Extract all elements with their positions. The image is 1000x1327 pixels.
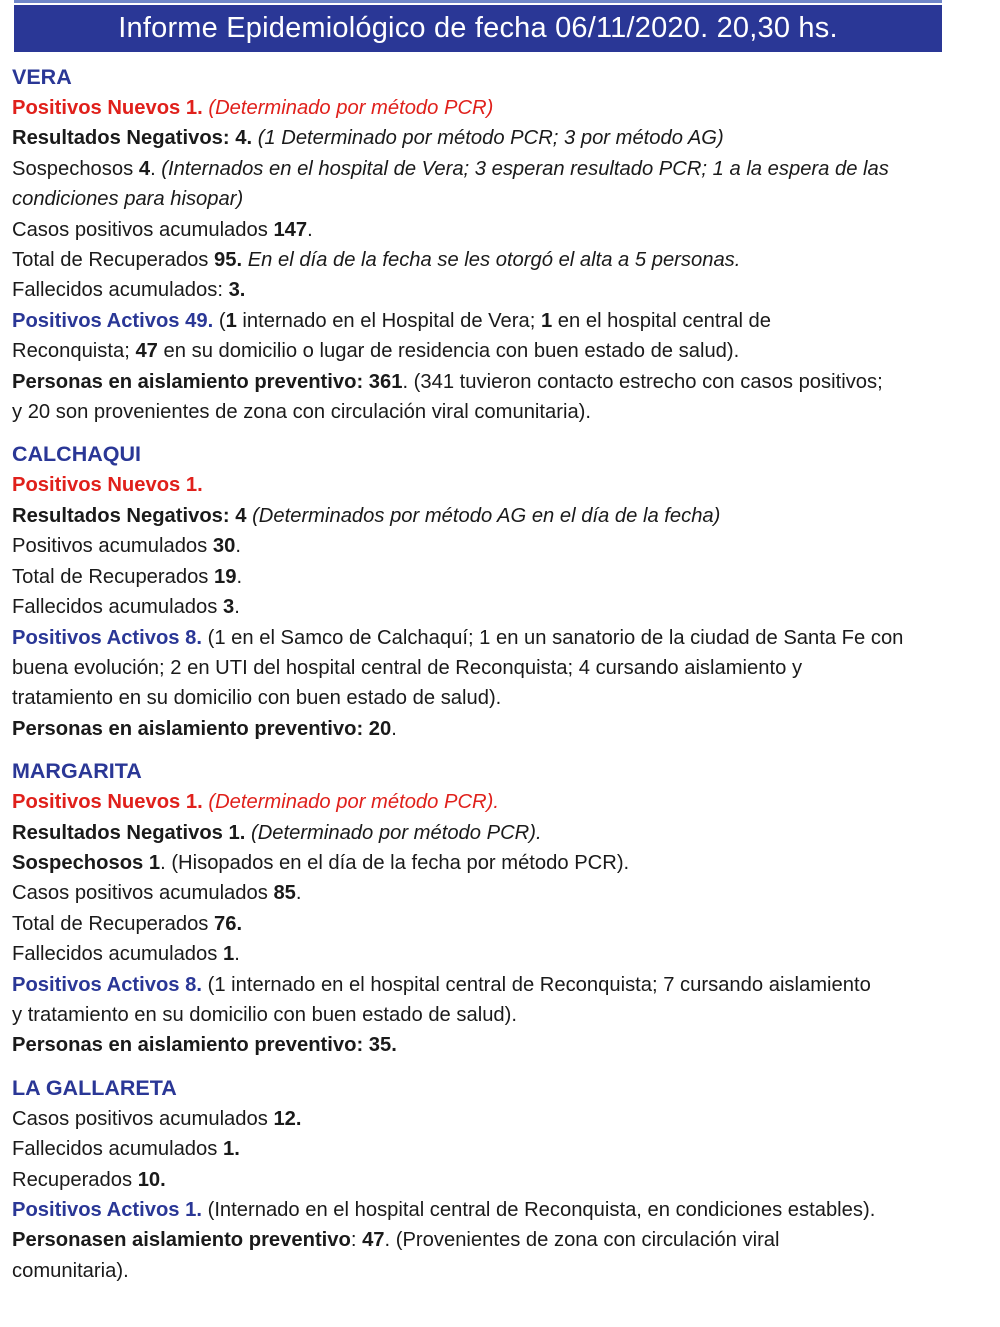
text-segment: 3. bbox=[228, 279, 246, 302]
text-segment: Positivos Nuevos 1. bbox=[12, 791, 209, 814]
text-segment: . bbox=[295, 882, 302, 905]
text-segment: 1 bbox=[225, 309, 237, 332]
text-segment: 30 bbox=[212, 535, 236, 558]
text-segment: . bbox=[391, 717, 397, 740]
text-segment: y tratamiento en su domicilio con buen estado de salud). bbox=[12, 1003, 517, 1026]
report-line bbox=[12, 1030, 982, 1060]
text-segment: : bbox=[350, 1229, 363, 1252]
report-line bbox=[12, 245, 982, 275]
report-line bbox=[12, 818, 982, 848]
report-line bbox=[12, 215, 982, 245]
section-la-gallareta bbox=[12, 1073, 982, 1286]
text-segment: 1. bbox=[222, 1138, 240, 1161]
section-calchaqui bbox=[12, 439, 982, 744]
text-segment: Resultados Negativos: 4. bbox=[12, 127, 258, 150]
report-line bbox=[12, 1256, 982, 1286]
text-segment: (1 en el Samco de Calchaquí; 1 en un sanatorio de la ciudad de Santa Fe con bbox=[201, 626, 904, 649]
report-line bbox=[12, 154, 982, 184]
report-line bbox=[12, 878, 982, 908]
text-segment: Casos positivos acumulados bbox=[12, 218, 274, 241]
text-segment: Positivos acumulados bbox=[12, 535, 213, 558]
text-segment: condiciones para hisopar) bbox=[12, 188, 244, 211]
text-segment: . bbox=[307, 218, 313, 241]
text-segment: Personas en aislamiento preventivo: 35. bbox=[12, 1034, 397, 1057]
text-segment: Positivos Activos 8. bbox=[12, 973, 202, 996]
text-segment: Personas en aislamiento preventivo: 361 bbox=[12, 370, 403, 393]
text-segment: (Determinado por método PCR) bbox=[208, 97, 494, 119]
text-segment: 1 bbox=[222, 943, 235, 966]
report-line bbox=[12, 939, 982, 969]
text-segment: . bbox=[234, 596, 240, 619]
text-segment: Positivos Nuevos 1. bbox=[12, 97, 209, 119]
text-segment: Fallecidos acumulados: bbox=[12, 279, 229, 302]
report-line bbox=[12, 367, 982, 397]
text-segment: Sospechosos bbox=[12, 157, 139, 180]
text-segment: Positivos Activos 49. bbox=[12, 309, 214, 332]
report-line bbox=[12, 653, 982, 683]
text-segment: 1 bbox=[540, 309, 553, 332]
text-segment: buena evolución; 2 en UTI del hospital central de Reconquista; 4 cursando aislamiento y bbox=[12, 656, 803, 679]
report-line bbox=[12, 531, 982, 561]
report-line bbox=[12, 275, 982, 305]
text-segment: . bbox=[236, 565, 243, 588]
text-segment: (Determinados por método AG en el día de la fecha) bbox=[252, 504, 721, 527]
text-segment: Fallecidos acumulados bbox=[12, 1138, 223, 1161]
report-line bbox=[12, 470, 982, 500]
text-segment: Sospechosos 1 bbox=[12, 851, 161, 874]
report-line bbox=[12, 909, 982, 939]
text-segment: Personas en aislamiento preventivo: 20 bbox=[12, 717, 392, 740]
text-segment: y 20 son provenientes de zona con circulación viral comunitaria). bbox=[12, 401, 592, 424]
text-segment: 4 bbox=[138, 157, 151, 180]
section-heading: MARGARITA bbox=[12, 759, 142, 784]
report-line bbox=[12, 501, 982, 531]
report-line bbox=[12, 714, 982, 744]
report-line bbox=[12, 397, 982, 427]
text-segment: Fallecidos acumulados bbox=[12, 596, 223, 619]
report-line bbox=[12, 1134, 982, 1164]
report-line bbox=[12, 1225, 982, 1255]
report-line bbox=[12, 93, 982, 123]
text-segment: Resultados Negativos: 4 bbox=[12, 504, 247, 527]
text-segment: . (Provenientes de zona con circulación viral bbox=[384, 1229, 780, 1252]
report-line bbox=[12, 970, 982, 1000]
text-segment: (1 Determinado por método PCR; 3 por método AG) bbox=[257, 127, 724, 150]
text-segment: . (Hisopados en el día de la fecha por método PCR). bbox=[160, 851, 630, 874]
text-segment: (Determinado por método PCR). bbox=[208, 791, 499, 814]
report-body bbox=[12, 62, 982, 1286]
text-segment: 85 bbox=[273, 882, 296, 905]
text-segment: Casos positivos acumulados bbox=[12, 882, 274, 905]
text-segment: (Internados en el hospital de Vera; 3 esperan resultado PCR; 1 a la espera de las bbox=[161, 157, 889, 180]
text-segment: Recuperados bbox=[12, 1168, 138, 1191]
report-line bbox=[12, 848, 982, 878]
report-line bbox=[12, 184, 982, 214]
text-segment: Positivos Activos 1. bbox=[12, 1199, 202, 1221]
report-line bbox=[12, 787, 982, 817]
text-segment: Fallecidos acumulados bbox=[12, 943, 223, 966]
report-line bbox=[12, 623, 982, 653]
report-line bbox=[12, 1104, 982, 1134]
text-segment: (Determinado por método PCR). bbox=[250, 821, 542, 844]
text-segment: Personasen aislamiento preventivo bbox=[12, 1229, 351, 1252]
text-segment: internado en el Hospital de Vera; bbox=[236, 309, 541, 332]
report-line bbox=[12, 562, 982, 592]
report-line bbox=[12, 592, 982, 622]
report-banner bbox=[14, 0, 942, 55]
text-segment: 10. bbox=[137, 1168, 166, 1191]
report-line bbox=[12, 336, 982, 366]
report-line bbox=[12, 306, 982, 336]
text-segment: Total de Recuperados bbox=[12, 912, 215, 935]
text-segment: . (341 tuvieron contacto estrecho con casos positivos; bbox=[402, 370, 883, 393]
report-line bbox=[12, 1165, 982, 1195]
text-segment: tratamiento en su domicilio con buen estado de salud). bbox=[12, 687, 502, 710]
text-segment: En el día de la fecha se les otorgó el alta a 5 personas. bbox=[247, 249, 741, 272]
text-segment: 12. bbox=[273, 1107, 302, 1130]
report-line bbox=[12, 123, 982, 153]
text-segment: comunitaria). bbox=[12, 1259, 129, 1282]
text-segment: . bbox=[234, 943, 240, 966]
text-segment: Positivos Activos 8. bbox=[12, 626, 202, 649]
text-segment: (1 internado en el hospital central de Reconquista; 7 cursando aislamiento bbox=[201, 973, 871, 996]
text-segment: Resultados Negativos 1. bbox=[12, 821, 251, 844]
text-segment: . bbox=[150, 157, 162, 180]
text-segment: 19 bbox=[214, 565, 237, 588]
text-segment: Total de Recuperados bbox=[12, 565, 215, 588]
text-segment: Reconquista; bbox=[12, 340, 136, 363]
text-segment: en el hospital central de bbox=[552, 309, 772, 332]
report-line bbox=[12, 1000, 982, 1030]
text-segment: 95. bbox=[214, 249, 243, 272]
text-segment: (Internado en el hospital central de Reconquista, en condiciones estables). bbox=[201, 1199, 876, 1221]
report-title: Informe Epidemiológico de fecha 06/11/2020. 20,30 hs. bbox=[14, 5, 942, 52]
text-segment: 47 bbox=[135, 340, 158, 363]
text-segment: 76. bbox=[214, 912, 243, 935]
section-heading: CALCHAQUI bbox=[12, 442, 141, 467]
section-vera bbox=[12, 62, 982, 427]
text-segment: Casos positivos acumulados bbox=[12, 1107, 274, 1130]
text-segment: en su domicilio o lugar de residencia con buen estado de salud). bbox=[157, 340, 740, 363]
section-margarita bbox=[12, 756, 982, 1061]
report-line bbox=[12, 1195, 982, 1225]
section-heading: VERA bbox=[12, 65, 72, 89]
report-line bbox=[12, 683, 982, 713]
text-segment: . bbox=[235, 535, 241, 558]
text-segment: 3 bbox=[222, 596, 235, 619]
section-heading: LA GALLARETA bbox=[12, 1075, 177, 1100]
text-segment: Positivos Nuevos 1. bbox=[12, 474, 203, 497]
text-segment: ( bbox=[213, 309, 226, 332]
text-segment: Total de Recuperados bbox=[12, 249, 215, 272]
text-segment: 47 bbox=[362, 1229, 385, 1252]
text-segment: 147 bbox=[273, 218, 308, 241]
